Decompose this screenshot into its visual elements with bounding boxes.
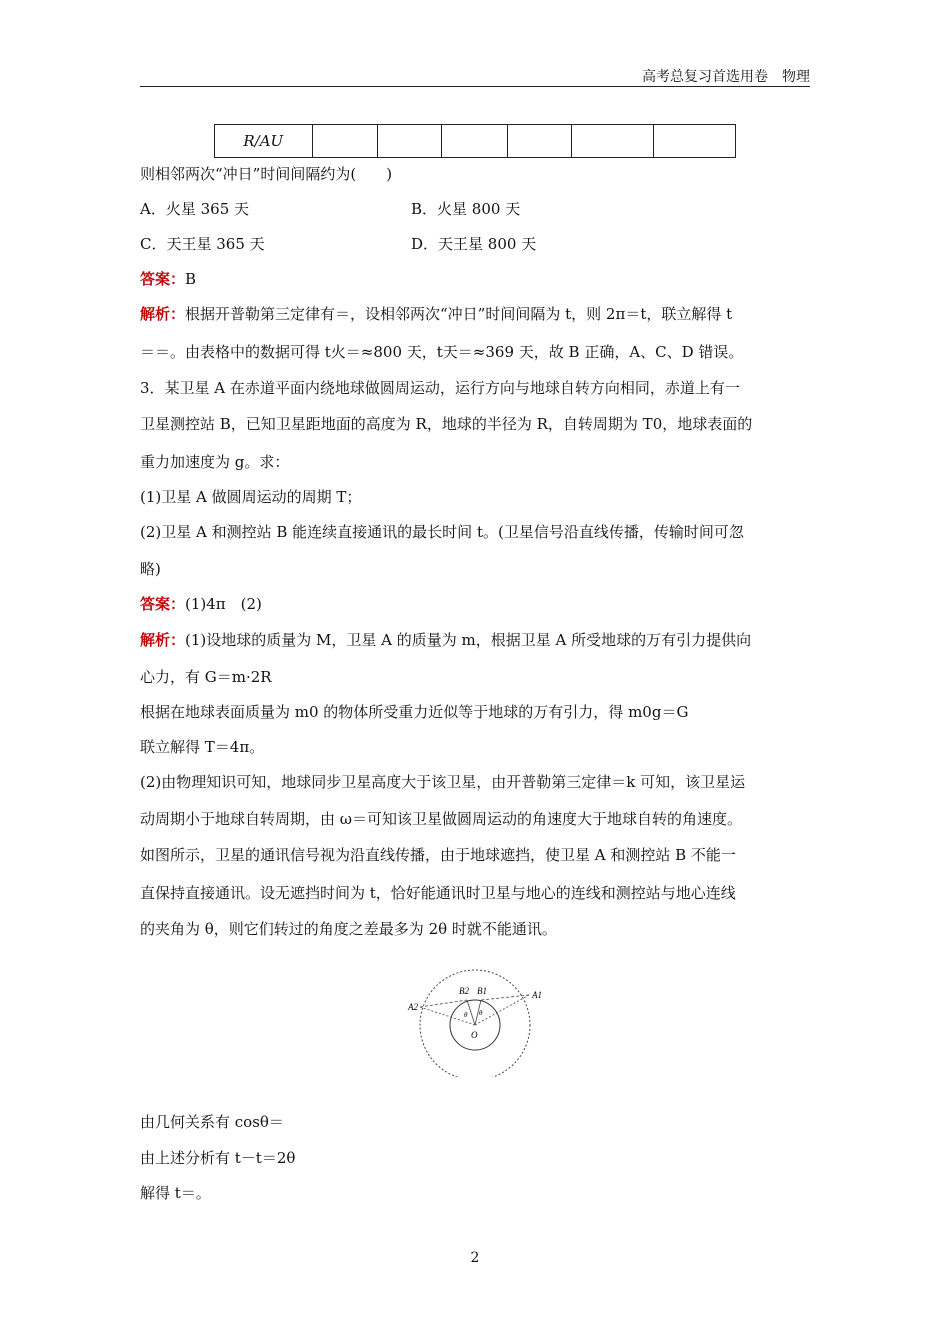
q3-sub2-1: (2)卫星 A 和测控站 B 能连续直接通讯的最长时间 t。(卫星信号沿直线传播，传输时间可忽 [140,523,744,541]
radius-b2 [467,1000,475,1025]
q3-analysis-6: 动周期小于地球自转周期，由 ω＝可知该卫星做圆周运动的角速度大于地球自转的角速度。 [140,810,743,828]
q3-stem-2: 卫星测控站 B，已知卫星距地面的高度为 R，地球的半径为 R，自转周期为 T0，地球表面的 [140,415,753,433]
option-a: A．火星 365 天 [140,200,249,218]
header-title: 高考总复习首选用卷 [642,69,768,85]
table-cell [442,125,507,158]
q2-analysis-1: 解析：根据开普勒第三定律有＝，设相邻两次“冲日”时间间隔为 t，则 2π＝t，联立解得 t [140,305,733,323]
q3-analysis-4: 联立解得 T＝4π。 [140,738,265,756]
answer-label: 答案： [140,270,186,288]
label-a1: A1 [532,990,542,1000]
orbit-diagram [405,965,555,1077]
label-a2: A2 [408,1002,418,1012]
answer-value: (1)4π (2) [185,595,262,613]
q3-analysis-1: 解析：(1)设地球的质量为 M，卫星 A 的质量为 m，根据卫星 A 所受地球的万有引力提供向 [140,631,752,649]
option-b: B．火星 800 天 [411,200,521,218]
table-cell [653,125,735,158]
table-cell [312,125,377,158]
q3-result-1: 由几何关系有 cosθ＝ [140,1113,284,1131]
answer-value: B [185,270,197,288]
label-b2: B2 [459,986,469,996]
q3-result-3: 解得 t＝。 [140,1184,211,1202]
label-theta-left: θ [464,1011,468,1019]
q3-analysis-2: 心力，有 G＝m·2R [140,668,272,686]
page-number: 2 [470,1250,480,1266]
q3-stem-1: 3．某卫星 A 在赤道平面内绕地球做圆周运动，运行方向与地球自转方向相同，赤道上有一 [140,379,740,397]
table-row-label: R/AU [215,125,313,158]
q3-stem-3: 重力加速度为 g。求： [140,453,290,471]
q3-result-2: 由上述分析有 t－t＝2θ [140,1149,296,1167]
analysis-label: 解析： [140,631,186,649]
header-subject: 物理 [782,69,810,85]
label-o: O [471,1030,478,1040]
q3-analysis-9: 的夹角为 θ，则它们转过的角度之差最多为 2θ 时就不能通讯。 [140,920,557,938]
signal-line-a2 [420,1000,467,1007]
analysis-label: 解析： [140,305,186,323]
data-table [214,124,736,158]
table-cell [377,125,441,158]
q3-sub1: (1)卫星 A 做圆周运动的周期 T； [140,488,362,506]
q2-answer [140,269,196,289]
label-b1: B1 [477,986,487,996]
answer-label: 答案： [140,595,186,613]
q3-analysis-7: 如图所示，卫星的通讯信号视为沿直线传播，由于地球遮挡，使卫星 A 和测控站 B 不能一 [140,846,736,864]
q2-analysis-2: ＝＝。由表格中的数据可得 t火＝≈800 天，t天＝≈369 天，故 B 正确，A、C、D 错误。 [140,343,744,361]
q3-analysis-8: 直保持直接通讯。设无遮挡时间为 t，恰好能通讯时卫星与地心的连线和测控站与地心连线 [140,884,736,902]
q3-sub2-2: 略) [140,560,161,578]
option-d: D．天王星 800 天 [411,235,537,253]
label-theta-right: θ [479,1009,483,1017]
q3-analysis-5: (2)由物理知识可知，地球同步卫星高度大于该卫星，由开普勒第三定律＝k 可知，该卫星运 [140,773,746,791]
page-header [140,66,810,87]
table-cell [507,125,571,158]
table-cell [572,125,653,158]
q3-answer [140,594,262,614]
option-c: C．天王星 365 天 [140,235,265,253]
q2-stem: 则相邻两次“冲日”时间间隔约为( ) [140,165,393,183]
q3-analysis-3: 根据在地球表面质量为 m0 的物体所受重力近似等于地球的万有引力，得 m0g＝G [140,703,689,721]
